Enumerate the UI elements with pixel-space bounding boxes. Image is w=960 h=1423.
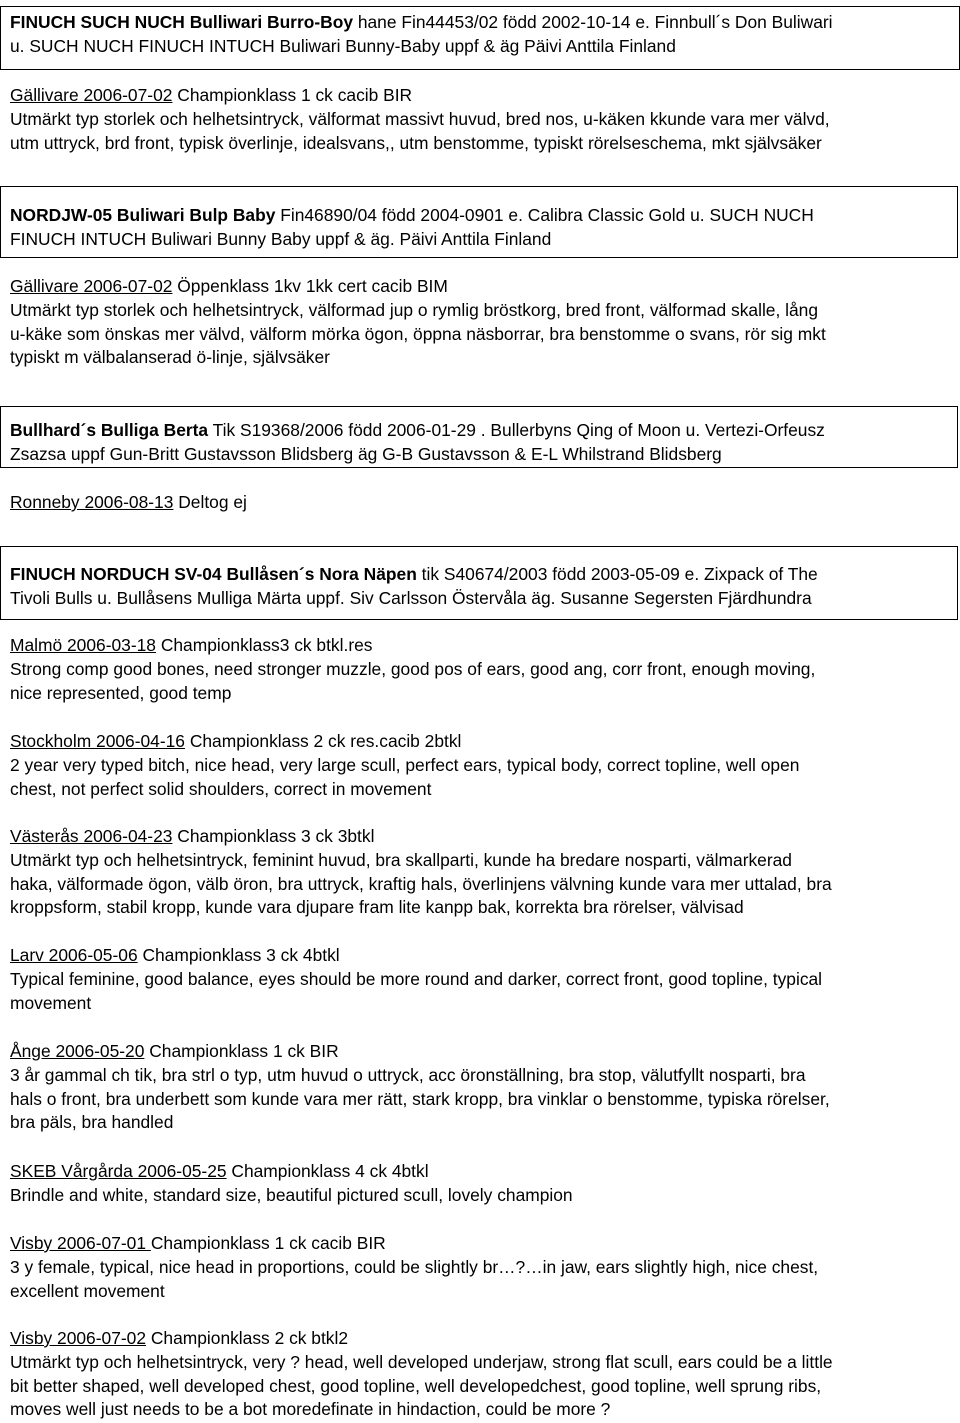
dog-details: tik S40674/2003 född 2003-05-09 e. Zixpack of The	[416, 564, 818, 584]
show-place-date: Larv 2006-05-06	[10, 945, 138, 965]
critique-line: movement	[10, 992, 92, 1013]
critique-line: u-käke som önskas mer välvd, välform mörka ögon, öppna näsborrar, bra benstomme o svans, rör sig mkt	[10, 323, 826, 344]
dog-details: Fin46890/04 född 2004-0901 e. Calibra Classic Gold u. SUCH NUCH	[275, 205, 814, 225]
show-result	[10, 1160, 956, 1208]
critique-line: kroppsform, stabil kropp, kunde vara djupare fram lite kanpp bak, korrekta bra rörelser, välvisad	[10, 897, 744, 918]
show-place-date: Visby 2006-07-02	[10, 1328, 147, 1348]
critique-line: bit better shaped, well developed chest, good topline, well developedchest, good topline, well sprung ribs,	[10, 1375, 822, 1396]
show-result	[10, 730, 956, 801]
header-line	[10, 204, 949, 228]
show-class-result: Championklass 2 ck btkl2	[146, 1328, 349, 1348]
critique-line: Utmärkt typ storlek och helhetsintryck, välformad jup o rymlig bröstkorg, bred front, välformad skalle, lång	[10, 299, 819, 320]
show-place-date: SKEB Vårgårda 2006-05-25	[10, 1161, 227, 1181]
critique-line: Brindle and white, standard size, beautiful pictured scull, lovely champion	[10, 1184, 573, 1205]
show-class-result: Championklass 4 ck 4btkl	[226, 1161, 429, 1181]
header-line	[10, 563, 949, 587]
show-result	[10, 1232, 956, 1303]
dog-details: u. SUCH NUCH FINUCH INTUCH Buliwari Bunny-Baby uppf & äg Päivi Anttila Finland	[10, 35, 676, 56]
show-class-result: Championklass3 ck btkl.res	[155, 635, 373, 655]
critique-line: 3 y female, typical, nice head in proportions, could be slightly br…?…in jaw, ears slightly high, nice chest,	[10, 1256, 819, 1277]
show-place-date: Västerås 2006-04-23	[10, 826, 173, 846]
critique-line: 2 year very typed bitch, nice head, very large scull, perfect ears, typical body, correct topline, well open	[10, 754, 800, 775]
result-heading	[10, 275, 956, 299]
show-result	[10, 491, 956, 515]
show-result	[10, 1327, 956, 1422]
show-place-date: Ronneby 2006-08-13	[10, 492, 174, 512]
critique-line: Utmärkt typ och helhetsintryck, feminint huvud, bra skallparti, kunde ha bredare nosparti, välmarkerad	[10, 849, 792, 870]
show-class-result: Championklass 1 ck cacib BIR	[150, 1233, 386, 1253]
show-place-date: Malmö 2006-03-18	[10, 635, 156, 655]
critique-line: hals o front, bra underbett som kunde vara mer rätt, stark kropp, bra vinklar o benstomme, typiska rörelser,	[10, 1088, 830, 1109]
show-place-date: Stockholm 2006-04-16	[10, 731, 185, 751]
show-class-result: Championklass 2 ck res.cacib 2btkl	[184, 731, 462, 751]
header-line	[10, 419, 949, 443]
dog-header-box	[0, 546, 958, 620]
show-result	[10, 944, 956, 1015]
critique-line: bra päls, bra handled	[10, 1112, 174, 1133]
show-class-result: Championklass 3 ck 3btkl	[172, 826, 375, 846]
show-place-date: Visby 2006-07-01	[10, 1233, 151, 1253]
dog-name: FINUCH NORDUCH SV-04 Bullåsen´s Nora Näpen	[10, 564, 417, 584]
header-line	[10, 443, 949, 467]
show-class-result: Deltog ej	[173, 492, 247, 512]
dog-details: Tivoli Bulls u. Bullåsens Mulliga Märta uppf. Siv Carlsson Östervåla äg. Susanne Segersten Fjärdhundra	[10, 587, 812, 608]
show-result	[10, 275, 956, 370]
show-place-date: Ånge 2006-05-20	[10, 1041, 145, 1061]
result-heading	[10, 1160, 956, 1184]
critique-line: chest, not perfect solid shoulders, correct in movement	[10, 778, 432, 799]
dog-details: Zsazsa uppf Gun-Britt Gustavsson Blidsberg äg G-B Gustavsson & E-L Whilstrand Blidsberg	[10, 443, 722, 464]
critique-line: utm uttryck, brd front, typisk överlinje, idealsvans,, utm benstomme, typiskt rörelseschema, mkt självsäker	[10, 132, 822, 153]
show-class-result: Championklass 3 ck 4btkl	[137, 945, 340, 965]
dog-name: FINUCH SUCH NUCH Bulliwari Burro-Boy	[10, 12, 353, 32]
dog-details: Tik S19368/2006 född 2006-01-29 . Bullerbyns Qing of Moon u. Vertezi-Orfeusz	[208, 420, 825, 440]
show-class-result: Championklass 1 ck cacib BIR	[172, 85, 413, 105]
result-heading	[10, 1232, 956, 1256]
dog-name: NORDJW-05 Buliwari Bulp Baby	[10, 205, 276, 225]
dog-details: hane Fin44453/02 född 2002-10-14 e. Finnbull´s Don Buliwari	[353, 12, 833, 32]
result-heading	[10, 944, 956, 968]
critique-line: nice represented, good temp	[10, 682, 232, 703]
dog-header-box	[0, 6, 960, 70]
critique-line: typiskt m välbalanserad ö-linje, självsäker	[10, 347, 330, 368]
critique-line: excellent movement	[10, 1280, 165, 1301]
result-heading	[10, 491, 956, 515]
result-heading	[10, 1040, 956, 1064]
header-line	[10, 35, 951, 59]
show-place-date: Gällivare 2006-07-02	[10, 85, 173, 105]
critique-line: Utmärkt typ storlek och helhetsintryck, välformat massivt huvud, bred nos, u-käken kkunde vara mer välvd,	[10, 108, 830, 129]
result-heading	[10, 1327, 956, 1351]
result-heading	[10, 825, 956, 849]
show-place-date: Gällivare 2006-07-02	[10, 276, 173, 296]
show-class-result: Öppenklass 1kv 1kk cert cacib BIM	[172, 276, 448, 296]
result-heading	[10, 730, 956, 754]
header-line	[10, 11, 951, 35]
show-result	[10, 825, 956, 920]
critique-line: haka, välformade ögon, välb öron, bra uttryck, kraftig hals, överlinjens välvning kunde vara mer uttalad, bra	[10, 873, 832, 894]
critique-line: Typical feminine, good balance, eyes should be more round and darker, correct front, good topline, typical	[10, 968, 823, 989]
show-result	[10, 1040, 956, 1135]
result-heading	[10, 84, 956, 108]
critique-line: Strong comp good bones, need stronger muzzle, good pos of ears, good ang, corr front, enough moving,	[10, 658, 816, 679]
dog-details: FINUCH INTUCH Buliwari Bunny Baby uppf & äg. Päivi Anttila Finland	[10, 228, 552, 249]
show-class-result: Championklass 1 ck BIR	[144, 1041, 339, 1061]
show-result	[10, 634, 956, 705]
result-heading	[10, 634, 956, 658]
show-result	[10, 84, 956, 155]
dog-header-box	[0, 186, 958, 258]
critique-line: 3 år gammal ch tik, bra strl o typ, utm huvud o uttryck, acc öronställning, bra stop, välutfyllt nosparti, bra	[10, 1064, 806, 1085]
header-line	[10, 587, 949, 611]
critique-line: moves well just needs to be a bot moredefinate in hindaction, could be more ?	[10, 1399, 611, 1420]
dog-name: Bullhard´s Bulliga Berta	[10, 420, 209, 440]
dog-header-box	[0, 406, 958, 468]
critique-line: Utmärkt typ och helhetsintryck, very ? head, well developed underjaw, strong flat scull, ears could be a little	[10, 1351, 833, 1372]
header-line	[10, 228, 949, 252]
